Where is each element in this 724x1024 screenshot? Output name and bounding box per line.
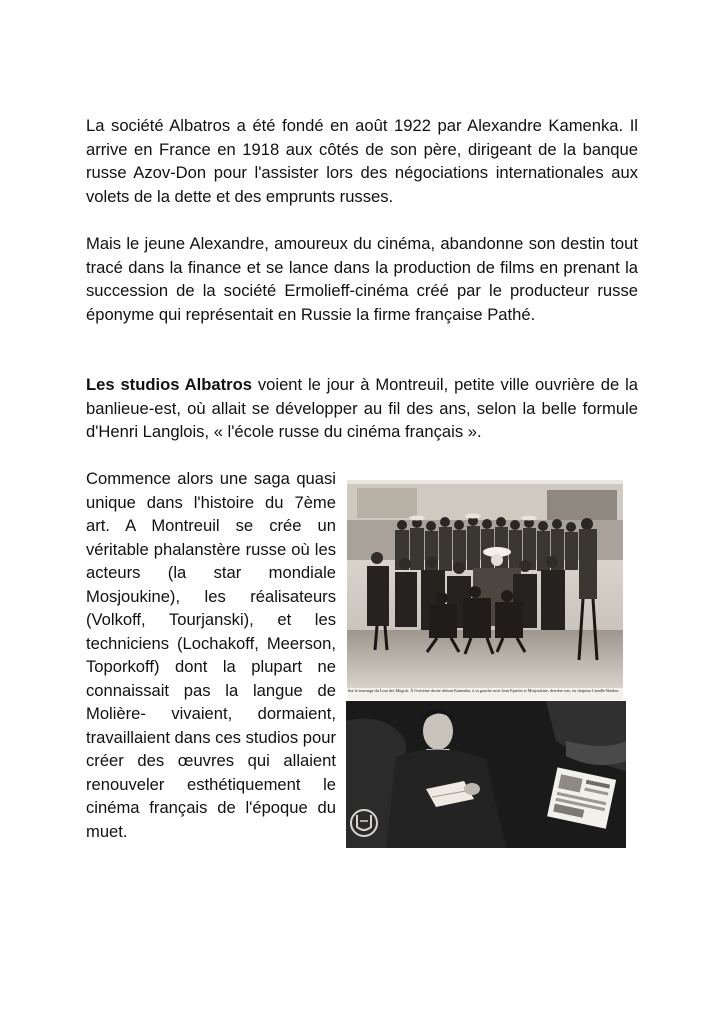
reader-photo: [346, 701, 626, 848]
paragraph-studios: [86, 373, 638, 444]
studios-heading-bold: Les studios Albatros: [86, 375, 252, 394]
group-photo: [347, 480, 623, 700]
group-photo-caption: Sur le tournage du Lion des Mogols. À l'extrême droite debout Kamenka, à sa gauche assis Jean Epstein et Mosjoukine, derrière eux, en chapeau Camille Bardou: [348, 688, 619, 693]
paragraph-intro: La société Albatros a été fondé en août 1922 par Alexandre Kamenka. Il arrive en France en 1918 aux côtés de son père, dirigeant de la banque russe Azov-Don pour l'assister lors des négociations internationales aux volets de la dette et des emprunts russes.: [86, 116, 638, 206]
studios-text: voient le jour à Montreuil, petite ville ouvrière de la banlieue-est, où allait se développer au fil des ans, selon la belle formule d'Henri Langlois, « l'école russe du cinéma français ».: [86, 375, 638, 441]
paragraph-saga: Commence alors une saga quasi unique dans l'histoire du 7ème art. A Montreuil se crée un véritable phalanstère russe où les acteurs (la star mondiale Mosjoukine), les réalisateurs (Volkoff, Tourjanski), et les techniciens (Lochakoff, Meerson, Toporkoff) dont la plupart ne connaissait pas la langue de Molière- vivaient, dormaient, travaillaient dans ces studios pour créer des œuvres qui allaient renouveler esthétiquement le cinéma français de l'époque du muet.: [86, 469, 336, 841]
paragraph-alexandre: Mais le jeune Alexandre, amoureux du cinéma, abandonne son destin tout tracé dans la finance et se lance dans la production de films en prenant la succession de la société Ermolieff-cinéma créé par le producteur russe éponyme qui représentait en Russie la firme française Pathé.: [86, 234, 638, 324]
